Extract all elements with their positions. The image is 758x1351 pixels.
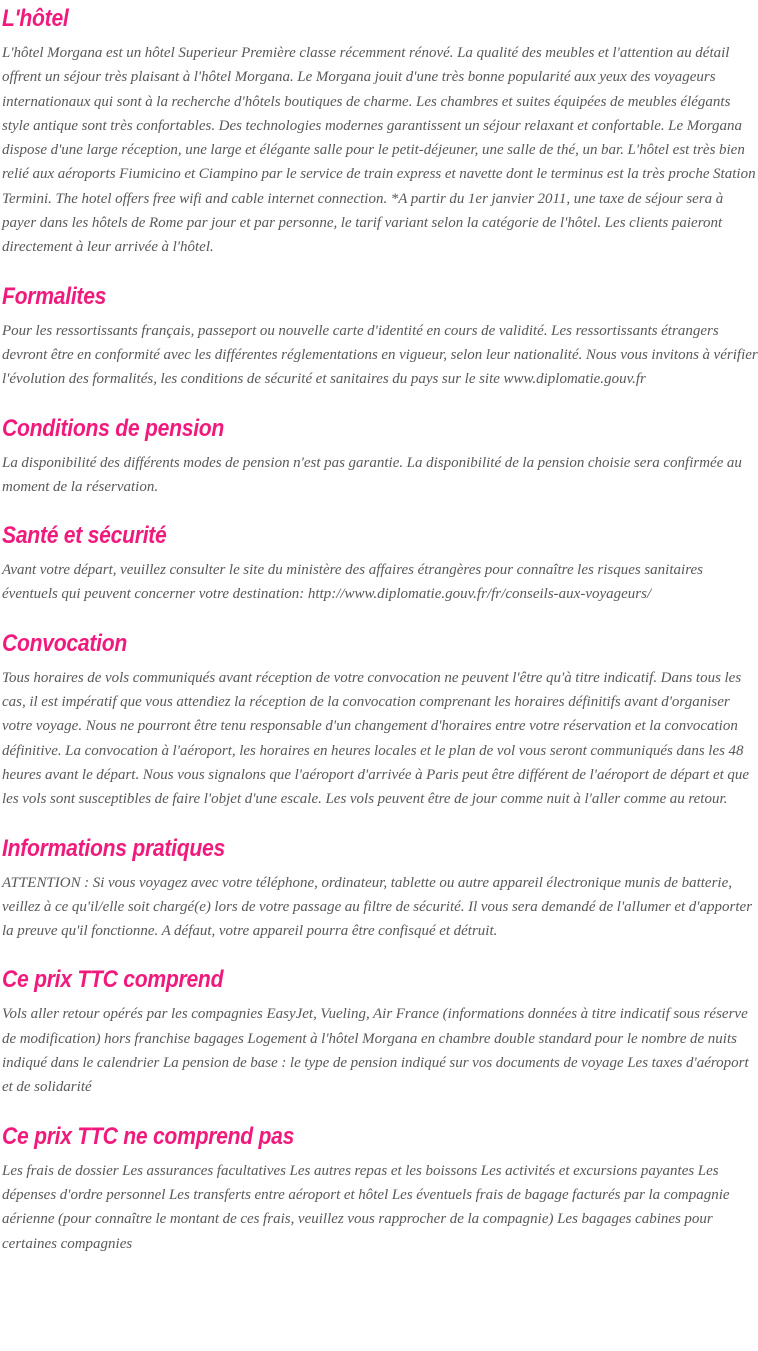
section-body-ce-prix-ttc-ne-comprend-pas: Les frais de dossier Les assurances facultatives Les autres repas et les boissons Les activités et excursions payantes Les dépenses d'ordre personnel Les transferts entre aéroport et hôtel Les éventuels frais de bagage facturés par la compagnie aérienne (pour connaître le montant de ces frais, veuillez vous rapprocher de la compagnie) Les bagages cabines pour certaines compagnies [2, 1161, 730, 1252]
section-ce-prix-ttc-ne-comprend-pas [2, 1122, 758, 1256]
section-ce-prix-ttc-comprend [2, 965, 758, 1099]
section-convocation [2, 629, 758, 812]
section-body-formalites: Pour les ressortissants français, passeport ou nouvelle carte d'identité en cours de validité. Les ressortissants étrangers devront être en conformité avec les différentes réglementations en vigueur, selon leur nationalité. Nous vous invitons à vérifier l'évolution des formalités, les conditions de sécurité et sanitaires du pays sur le site www.diplomatie.gouv.fr [2, 321, 758, 388]
section-body-ce-prix-ttc-comprend: Vols aller retour opérés par les compagnies EasyJet, Vueling, Air France (informations données à titre indicatif sous réserve de modification) hors franchise bagages Logement à l'hôtel Morgana en chambre double standard pour le nombre de nuits indiqué dans le calendrier La pension de base : le type de pension indiqué sur vos documents de voyage Les taxes d'aéroport et de solidarité [2, 1005, 749, 1096]
section-title-formalites: Formalites [2, 282, 107, 310]
section-hotel [2, 4, 758, 260]
section-conditions-de-pension [2, 414, 758, 500]
section-title-sante-et-securite: Santé et sécurité [2, 522, 167, 550]
section-body-hotel: L'hôtel Morgana est un hôtel Superieur Première classe récemment rénové. La qualité des meubles et l'attention au détail offrent un séjour très plaisant à l'hôtel Morgana. Le Morgana jouit d'une très bonne popularité aux yeux des voyageurs internationaux qui sont à la recherche d'hôtels boutiques de charme. Les chambres et suites équipées de meubles élégants style antique sont très confortables. Des technologies modernes garantissent un séjour relaxant et confortable. Le Morgana dispose d'une large réception, une large et élégante salle pour le petit-déjeuner, une salle de thé, un bar. L'hôtel est très bien relié aux aéroports Fiumicino et Ciampino par le service de train express et navette dont le terminus est la très proche Station Termini. The hotel offers free wifi and cable internet connection. *A partir du 1er janvier 2011, une taxe de séjour sera à payer dans les hôtels de Rome par jour et par personne, le tarif variant selon la catégorie de l'hôtel. Les clients paieront directement à leur arrivée à l'hôtel. [2, 44, 756, 256]
section-sante-et-securite [2, 521, 758, 607]
section-formalites [2, 282, 758, 392]
section-title-conditions-de-pension: Conditions de pension [2, 414, 225, 442]
section-body-conditions-de-pension: La disponibilité des différents modes de pension n'est pas garantie. La disponibilité de la pension choisie sera confirmée au moment de la réservation. [2, 453, 742, 495]
section-informations-pratiques [2, 834, 758, 944]
section-body-sante-et-securite: Avant votre départ, veuillez consulter le site du ministère des affaires étrangères pour connaître les risques sanitaires éventuels qui peuvent concerner votre destination: http://www.diplomatie.gouv.fr/fr/conseils-aux-voyageurs/ [2, 561, 703, 603]
section-title-informations-pratiques: Informations pratiques [2, 834, 226, 862]
section-title-ce-prix-ttc-ne-comprend-pas: Ce prix TTC ne comprend pas [2, 1122, 295, 1150]
section-title-convocation: Convocation [2, 629, 128, 657]
section-body-convocation: Tous horaires de vols communiqués avant réception de votre convocation ne peuvent l'être qu'à titre indicatif. Dans tous les cas, il est impératif que vous attendiez la réception de la convocation comprenant les horaires définitifs avant d'organiser votre voyage. Nous ne pourront être tenu responsable d'un changement d'horaires entre votre réservation et la convocation définitive. La convocation à l'aéroport, les horaires en heures locales et le plan de vol vous seront communiqués dans les 48 heures avant le départ. Nous vous signalons que l'aéroport d'arrivée à Paris peut être différent de l'aéroport de départ et que les vols sont susceptibles de faire l'objet d'une escale. Les vols peuvent être de jour comme nuit à l'aller comme au retour. [2, 668, 750, 808]
section-title-hotel: L'hôtel [2, 5, 69, 32]
section-title-ce-prix-ttc-comprend: Ce prix TTC comprend [2, 966, 224, 994]
section-body-informations-pratiques: ATTENTION : Si vous voyagez avec votre téléphone, ordinateur, tablette ou autre appareil électronique munis de batterie, veillez à ce qu'il/elle soit chargé(e) lors de votre passage au filtre de sécurité. Il vous sera demandé de l'allumer et d'apporter la preuve qu'il fonctionne. A défaut, votre appareil pourra être confisqué et détruit. [2, 873, 753, 940]
